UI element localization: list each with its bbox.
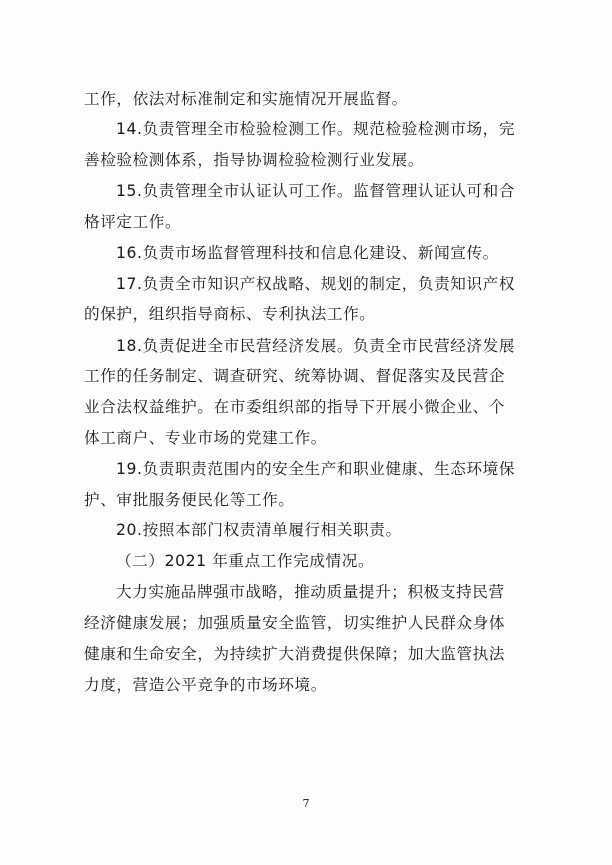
text-line: 善检验检测体系，指导协调检验检测行业发展。 <box>84 151 425 169</box>
text-line: 业合法权益维护。在市委组织部的指导下开展小微企业、个 <box>84 398 506 416</box>
text-line: 大力实施品牌强市战略，推动质量提升；积极支持民营 <box>116 583 505 601</box>
text-line: 力度，营造公平竞争的市场环境。 <box>84 676 327 694</box>
text-line: 经济健康发展；加强质量安全监管，切实维护人民群众身体 <box>84 614 506 632</box>
section-heading: （二）2021 年重点工作完成情况。 <box>116 552 375 570</box>
text-line: 18.负责促进全市民营经济发展。负责全市民营经济发展 <box>116 337 516 355</box>
text-line: 工作，依法对标准制定和实施情况开展监督。 <box>84 90 408 108</box>
text-line: 护、审批服务便民化等工作。 <box>84 491 295 509</box>
text-line: 14.负责管理全市检验检测工作。规范检验检测市场，完 <box>116 120 516 138</box>
text-line: 19.负责职责范围内的安全生产和职业健康、生态环境保 <box>116 460 516 478</box>
text-line: 15.负责管理全市认证认可工作。监督管理认证认可和合 <box>116 182 516 200</box>
text-line: 格评定工作。 <box>84 213 182 231</box>
text-line: 17.负责全市知识产权战略、规划的制定，负责知识产权 <box>116 275 516 293</box>
text-line: 16.负责市场监督管理科技和信息化建设、新闻宣传。 <box>116 244 499 262</box>
page-number: 7 <box>302 797 310 810</box>
text-line: 体工商户、专业市场的党建工作。 <box>84 429 327 447</box>
text-line: 的保护，组织指导商标、专利执法工作。 <box>84 305 376 323</box>
text-line: 健康和生命安全，为持续扩大消费提供保障；加大监管执法 <box>84 645 506 663</box>
text-line: 工作的任务制定、调查研究、统筹协调、督促落实及民营企 <box>84 367 506 385</box>
text-line: 20.按照本部门权责清单履行相关职责。 <box>116 521 402 539</box>
